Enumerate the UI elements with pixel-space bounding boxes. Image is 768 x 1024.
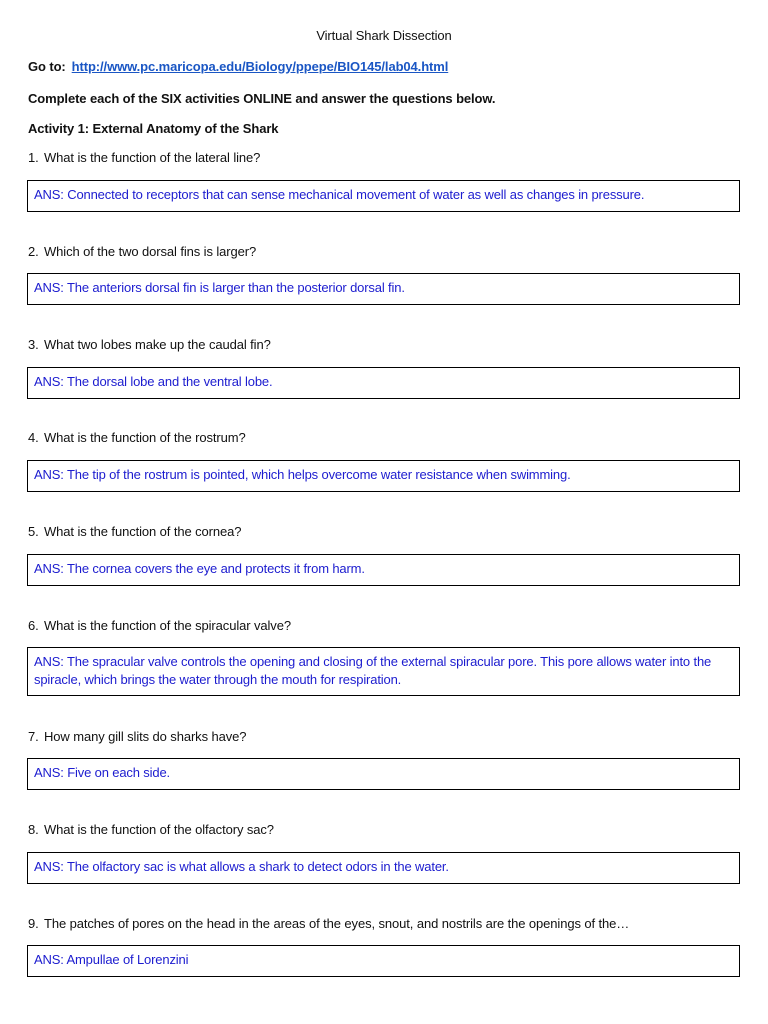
question-7 bbox=[28, 729, 246, 744]
question-4 bbox=[28, 430, 246, 445]
answer-box-8[interactable]: ANS: The olfactory sac is what allows a shark to detect odors in the water. bbox=[27, 852, 740, 884]
page-title: Virtual Shark Dissection bbox=[316, 28, 452, 43]
question-number: 7. bbox=[28, 729, 39, 744]
question-text: What two lobes make up the caudal fin? bbox=[44, 337, 271, 352]
answer-box-5[interactable]: ANS: The cornea covers the eye and protects it from harm. bbox=[27, 554, 740, 586]
question-3 bbox=[28, 337, 271, 352]
question-text: The patches of pores on the head in the areas of the eyes, snout, and nostrils are the openings of the… bbox=[44, 916, 630, 931]
question-number: 9. bbox=[28, 916, 39, 931]
question-2 bbox=[28, 244, 256, 259]
question-number: 5. bbox=[28, 524, 39, 539]
answer-box-6[interactable]: ANS: The spracular valve controls the opening and closing of the external spiracular pore. This pore allows water into the spiracle, which brings the water through the mouth for respiration. bbox=[27, 647, 740, 696]
answer-box-3[interactable]: ANS: The dorsal lobe and the ventral lobe. bbox=[27, 367, 740, 399]
question-text: What is the function of the rostrum? bbox=[44, 430, 246, 445]
goto-line bbox=[28, 59, 448, 74]
question-number: 3. bbox=[28, 337, 39, 352]
answer-box-7[interactable]: ANS: Five on each side. bbox=[27, 758, 740, 790]
question-number: 6. bbox=[28, 618, 39, 633]
question-6 bbox=[28, 618, 291, 633]
question-text: How many gill slits do sharks have? bbox=[44, 729, 247, 744]
question-text: What is the function of the olfactory sac? bbox=[44, 822, 274, 837]
question-number: 2. bbox=[28, 244, 39, 259]
question-9 bbox=[28, 916, 629, 931]
answer-box-9[interactable]: ANS: Ampullae of Lorenzini bbox=[27, 945, 740, 977]
activity-heading: Activity 1: External Anatomy of the Shark bbox=[28, 121, 279, 136]
question-5 bbox=[28, 524, 241, 539]
question-number: 8. bbox=[28, 822, 39, 837]
question-number: 1. bbox=[28, 150, 39, 165]
answer-box-1[interactable]: ANS: Connected to receptors that can sense mechanical movement of water as well as changes in pressure. bbox=[27, 180, 740, 212]
question-8 bbox=[28, 822, 274, 837]
answer-box-4[interactable]: ANS: The tip of the rostrum is pointed, which helps overcome water resistance when swimming. bbox=[27, 460, 740, 492]
question-text: What is the function of the cornea? bbox=[44, 524, 242, 539]
question-text: Which of the two dorsal fins is larger? bbox=[44, 244, 257, 259]
goto-label: Go to: bbox=[28, 59, 66, 74]
answer-box-2[interactable]: ANS: The anteriors dorsal fin is larger than the posterior dorsal fin. bbox=[27, 273, 740, 305]
question-text: What is the function of the spiracular valve? bbox=[44, 618, 291, 633]
instructions: Complete each of the SIX activities ONLINE and answer the questions below. bbox=[28, 91, 496, 106]
lab-link[interactable]: http://www.pc.maricopa.edu/Biology/ppepe/BIO145/lab04.html bbox=[71, 59, 449, 74]
question-1 bbox=[28, 150, 260, 165]
question-text: What is the function of the lateral line? bbox=[44, 150, 261, 165]
question-number: 4. bbox=[28, 430, 39, 445]
